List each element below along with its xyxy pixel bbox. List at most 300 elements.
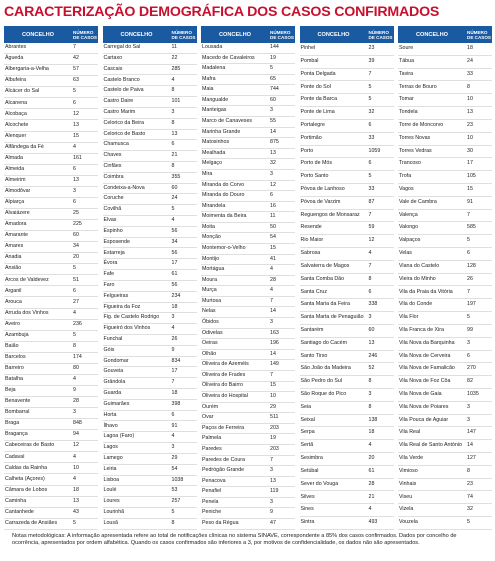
case-count: 355 — [171, 173, 181, 180]
concelho-name: Tábua — [399, 57, 415, 64]
table-row — [4, 452, 98, 463]
table-row — [201, 456, 295, 467]
table-row — [103, 476, 197, 487]
table-row — [398, 248, 492, 261]
case-count: 54 — [270, 234, 276, 241]
case-count: 10 — [467, 134, 473, 141]
table-row — [300, 158, 394, 171]
concelho-name: Pedrógão Grande — [202, 467, 245, 474]
concelho-name: Lamego — [103, 454, 123, 461]
concelho-name: Sever do Vouga — [300, 480, 339, 487]
table-row — [4, 430, 98, 441]
table-row — [103, 151, 197, 162]
table-row — [103, 194, 197, 205]
case-count: 197 — [467, 301, 476, 308]
table-row — [4, 76, 98, 87]
concelho-name: Arouca — [5, 298, 22, 305]
concelho-name: Pinhel — [300, 45, 316, 52]
table-row — [398, 299, 492, 312]
case-count: 5 — [73, 88, 76, 95]
concelho-name: Amarante — [5, 232, 28, 239]
case-count: 13 — [73, 497, 79, 504]
case-count: 5 — [171, 206, 175, 213]
table-row — [398, 402, 492, 415]
concelho-name: Póvoa de Varzim — [300, 198, 341, 205]
concelho-name: Ovar — [202, 414, 214, 421]
concelho-name: Castelo de Paiva — [103, 87, 144, 94]
concelho-name: Braga — [5, 420, 20, 427]
table-row — [300, 171, 394, 184]
concelho-name: Aveiro — [5, 320, 20, 327]
table-row — [103, 367, 197, 378]
case-count: 23 — [368, 45, 375, 52]
concelho-name: Alenquer — [5, 132, 27, 139]
concelho-name: Águeda — [5, 55, 24, 62]
case-count: 6 — [73, 99, 76, 106]
table-row — [398, 69, 492, 82]
table-row — [201, 212, 295, 223]
table-row — [4, 154, 98, 165]
concelho-name: Portimão — [300, 134, 322, 141]
concelho-name: Ponte da Barca — [300, 96, 338, 103]
concelho-name: Baião — [5, 342, 19, 349]
concelho-name: Loures — [103, 498, 120, 505]
concelho-name: Oliveira do Bairro — [202, 382, 243, 389]
table-row — [4, 109, 98, 120]
concelho-name: Palmela — [202, 435, 222, 442]
case-count: 32 — [467, 506, 473, 513]
table-row — [4, 242, 98, 253]
concelho-name: Valongo — [399, 224, 419, 231]
concelho-name: Paços de Ferreira — [202, 424, 245, 431]
table-row — [4, 309, 98, 320]
table-row — [103, 454, 197, 465]
case-count: 17 — [467, 160, 473, 167]
case-count: 7 — [467, 211, 470, 218]
case-count: 11 — [270, 213, 276, 220]
case-count: 94 — [73, 431, 79, 438]
case-count: 875 — [270, 139, 279, 146]
table-row — [4, 342, 98, 353]
case-count: 848 — [73, 420, 82, 427]
case-count: 24 — [467, 57, 473, 64]
case-count: 196 — [270, 340, 279, 347]
concelho-name: Seia — [300, 403, 312, 410]
concelho-name: Castro Daire — [103, 98, 134, 105]
table-row — [4, 497, 98, 508]
case-count: 21 — [171, 152, 178, 159]
table-row — [300, 81, 394, 94]
column-header — [398, 26, 492, 43]
table-row — [103, 519, 197, 530]
concelho-name: Murça — [202, 287, 217, 294]
case-count: 47 — [270, 520, 276, 526]
case-count: 51 — [73, 276, 79, 283]
concelho-name: Sertã — [300, 442, 314, 449]
case-count: 14 — [270, 308, 276, 315]
concelho-name: Resende — [300, 224, 322, 231]
concelho-name: Chaves — [103, 152, 122, 159]
table-row — [201, 128, 295, 139]
case-count: 128 — [467, 262, 476, 269]
case-count: 270 — [467, 365, 476, 372]
case-count: 29 — [270, 403, 276, 410]
table-row — [201, 403, 295, 414]
concelho-name: Mirandela — [202, 202, 226, 209]
concelho-name: Gondomar — [103, 357, 129, 364]
case-count: 6 — [270, 192, 273, 199]
table-row — [103, 119, 197, 130]
table-row — [4, 120, 98, 131]
case-count: 11 — [171, 44, 177, 51]
table-row — [103, 497, 197, 508]
concelho-name: Torre de Moncorvo — [399, 121, 444, 128]
table-row — [103, 378, 197, 389]
concelho-name: Madalena — [202, 65, 226, 72]
case-count: 24 — [171, 195, 178, 202]
table-row — [201, 276, 295, 287]
concelho-name: Barcelos — [5, 353, 26, 360]
table-row — [103, 421, 197, 432]
table-row — [103, 324, 197, 335]
concelho-name: Esposende — [103, 238, 131, 245]
concelho-name: São Pedro do Sul — [300, 378, 343, 385]
concelho-name: Guimarães — [103, 400, 130, 407]
table-row — [398, 376, 492, 389]
case-count: 147 — [467, 429, 476, 436]
concelho-name: Sintra — [300, 519, 315, 526]
case-count: 14 — [270, 350, 276, 357]
table-row — [300, 261, 394, 274]
table-column-4 — [300, 26, 394, 530]
case-count: 4 — [73, 475, 76, 482]
case-count: 50 — [270, 223, 276, 230]
concelho-name: Mira — [202, 170, 213, 177]
case-count: 149 — [270, 361, 279, 368]
case-count: 5 — [467, 237, 470, 244]
table-row — [4, 474, 98, 485]
table-row — [398, 197, 492, 210]
table-row — [201, 487, 295, 498]
concelho-name: Setúbal — [300, 467, 319, 474]
case-count: 161 — [73, 154, 82, 161]
case-count: 5 — [171, 509, 175, 516]
case-count: 7 — [368, 211, 372, 218]
case-count: 3 — [73, 409, 76, 416]
table-column-5 — [398, 26, 492, 530]
table-row — [201, 202, 295, 213]
table-row — [103, 205, 197, 216]
concelho-name: Lousada — [202, 43, 223, 50]
concelho-name: Sabrosa — [300, 250, 321, 257]
case-count: 5 — [270, 65, 273, 72]
concelho-name: Carregal do Sal — [103, 44, 141, 51]
table-row — [300, 389, 394, 402]
case-count: 257 — [171, 498, 181, 505]
case-count: 12 — [73, 110, 79, 117]
table-row — [398, 389, 492, 402]
table-row — [300, 274, 394, 287]
case-count: 163 — [270, 329, 279, 336]
concelho-name: Arganil — [5, 287, 22, 294]
table-row — [201, 498, 295, 509]
case-count: 17 — [171, 368, 178, 375]
table-row — [300, 235, 394, 248]
table-row — [103, 65, 197, 76]
table-row — [398, 415, 492, 428]
concelho-name: Abrantes — [5, 44, 27, 51]
case-count: 4 — [368, 442, 372, 449]
concelho-name: Cabeceiras de Basto — [5, 442, 55, 449]
table-row — [4, 297, 98, 308]
cases-header: NÚMERO DE CASOS — [73, 29, 97, 40]
case-count: 8 — [467, 467, 470, 474]
concelho-name: Porto de Mós — [300, 160, 333, 167]
concelho-name: Penacova — [202, 477, 226, 484]
table-row — [201, 424, 295, 435]
concelho-name: Vila Franca de Xira — [399, 326, 444, 333]
table-row — [398, 222, 492, 235]
table-row — [103, 97, 197, 108]
table-row — [300, 402, 394, 415]
table-row — [201, 106, 295, 117]
case-count: 14 — [467, 442, 473, 449]
table-row — [201, 265, 295, 276]
case-count: 33 — [368, 186, 375, 193]
concelho-name: Câmara de Lobos — [5, 486, 48, 493]
case-count: 105 — [467, 173, 476, 180]
case-count: 60 — [270, 96, 276, 103]
table-row — [201, 159, 295, 170]
cases-header: NÚMERO DE CASOS — [368, 29, 393, 40]
table-row — [300, 107, 394, 120]
concelho-name: Vila Verde — [399, 455, 424, 462]
case-count: 4 — [171, 433, 175, 440]
concelho-header: CONCELHO — [218, 31, 251, 38]
case-count: 3 — [73, 188, 76, 195]
table-row — [300, 210, 394, 223]
case-count: 3 — [171, 314, 175, 321]
table-row — [4, 143, 98, 154]
concelho-name: Rio Maior — [300, 237, 324, 244]
table-row — [103, 400, 197, 411]
table-row — [201, 75, 295, 86]
concelho-name: Guarda — [103, 390, 122, 397]
case-count: 12 — [270, 181, 276, 188]
concelho-name: Santa Comba Dão — [300, 275, 345, 282]
case-count: 8 — [467, 83, 470, 90]
table-row — [201, 244, 295, 255]
case-count: 585 — [467, 224, 476, 231]
case-count: 834 — [171, 357, 181, 364]
concelho-name: Cartaxo — [103, 54, 123, 61]
table-row — [201, 350, 295, 361]
table-row — [103, 346, 197, 357]
concelho-name: Maia — [202, 86, 214, 93]
concelho-name: Almeida — [5, 165, 25, 172]
concelho-name: Seixal — [300, 416, 315, 423]
case-count: 16 — [270, 202, 276, 209]
case-count: 5 — [368, 173, 372, 180]
table-row — [398, 363, 492, 376]
case-count: 61 — [368, 467, 375, 474]
case-count: 234 — [171, 292, 181, 299]
concelho-name: Vila da Praia da Vitória — [399, 288, 453, 295]
table-row — [4, 364, 98, 375]
concelho-name: Moita — [202, 223, 215, 230]
table-row — [103, 162, 197, 173]
case-count: 43 — [73, 508, 79, 515]
case-count: 13 — [467, 109, 473, 116]
table-row — [4, 132, 98, 143]
concelho-name: Vila Flor — [399, 314, 419, 321]
table-row — [4, 519, 98, 530]
case-count: 5 — [467, 314, 470, 321]
table-row — [103, 54, 197, 65]
concelho-name: Olhão — [202, 350, 217, 357]
table-row — [4, 264, 98, 275]
table-row — [103, 335, 197, 346]
table-row — [201, 170, 295, 181]
case-count: 8 — [171, 119, 175, 126]
page-title: CARACTERIZAÇÃO DEMOGRÁFICA DOS CASOS CONFIRMADOS — [4, 4, 440, 20]
concelho-name: Caminha — [5, 497, 27, 504]
case-count: 3 — [467, 339, 470, 346]
table-row — [300, 197, 394, 210]
table-row — [103, 259, 197, 270]
concelho-name: Salvaterra de Magos — [300, 262, 350, 269]
case-count: 9 — [73, 387, 76, 394]
concelho-name: Trancoso — [399, 160, 421, 167]
table-row — [201, 307, 295, 318]
case-count: 7 — [368, 262, 372, 269]
concelho-name: Almeirim — [5, 176, 26, 183]
concelho-name: Serpa — [300, 429, 315, 436]
table-row — [4, 386, 98, 397]
table-row — [4, 98, 98, 109]
case-count: 8 — [368, 378, 372, 385]
table-row — [300, 43, 394, 56]
concelho-name: Oeiras — [202, 340, 218, 347]
concelho-name: Penafiel — [202, 488, 222, 495]
table-row — [300, 299, 394, 312]
case-count: 3 — [270, 467, 273, 474]
table-row — [201, 329, 295, 340]
concelho-name: Celorico da Beira — [103, 119, 145, 126]
concelho-name: Celorico de Basto — [103, 130, 146, 137]
table-row — [398, 81, 492, 94]
table-row — [201, 519, 295, 530]
table-row — [201, 233, 295, 244]
concelho-name: Vila Pouca de Aguiar — [399, 416, 449, 423]
table-row — [103, 173, 197, 184]
table-row — [300, 312, 394, 325]
case-count: 119 — [270, 488, 279, 495]
concelho-name: Marinha Grande — [202, 128, 241, 135]
table-row — [4, 253, 98, 264]
case-count: 8 — [368, 275, 372, 282]
case-count: 56 — [171, 249, 178, 256]
concelho-name: Almada — [5, 154, 23, 161]
concelho-name: Cadaval — [5, 453, 25, 460]
table-row — [4, 275, 98, 286]
table-row — [398, 286, 492, 299]
case-count: 19 — [270, 54, 276, 61]
case-count: 13 — [368, 339, 375, 346]
table-row — [398, 94, 492, 107]
table-row — [201, 255, 295, 266]
case-count: 34 — [171, 238, 178, 245]
case-count: 4 — [73, 376, 76, 383]
concelho-name: Lousã — [103, 519, 118, 526]
concelhos-table — [4, 26, 492, 530]
concelho-name: Manteigas — [202, 107, 227, 114]
table-row — [398, 312, 492, 325]
concelho-name: Porto Santo — [300, 173, 329, 180]
case-count: 4 — [73, 453, 76, 460]
case-count: 60 — [73, 232, 79, 239]
table-row — [103, 227, 197, 238]
concelho-header: CONCELHO — [415, 31, 448, 38]
table-row — [4, 231, 98, 242]
case-count: 138 — [368, 416, 378, 423]
table-row — [300, 222, 394, 235]
case-count: 3 — [171, 444, 175, 451]
concelho-name: Alcácer do Sal — [5, 88, 40, 95]
case-count: 56 — [171, 227, 178, 234]
concelho-name: Lagos — [103, 444, 118, 451]
table-row — [103, 216, 197, 227]
case-count: 13 — [73, 176, 79, 183]
concelho-header: CONCELHO — [317, 31, 350, 38]
concelho-name: Funchal — [103, 336, 123, 343]
case-count: 5 — [368, 83, 372, 90]
case-count: 6 — [171, 141, 175, 148]
concelho-name: Vinhais — [399, 480, 417, 487]
concelho-name: Vila Nova da Barquinha — [399, 339, 455, 346]
case-count: 8 — [368, 403, 372, 410]
case-count: 10 — [73, 464, 79, 471]
case-count: 53 — [171, 487, 178, 494]
concelho-name: Barreiro — [5, 365, 24, 372]
table-row — [103, 86, 197, 97]
concelho-name: Ílhavo — [103, 422, 118, 429]
concelho-name: Albufeira — [5, 77, 26, 84]
case-count: 60 — [171, 184, 178, 191]
concelho-name: Lourinhã — [103, 509, 125, 516]
case-count: 13 — [270, 149, 276, 156]
case-count: 32 — [270, 160, 276, 167]
table-column-1 — [4, 26, 98, 530]
case-count: 3 — [270, 170, 273, 177]
case-count: 4 — [171, 76, 175, 83]
concelho-name: Macedo de Cavaleiros — [202, 54, 255, 61]
case-count: 6 — [368, 160, 372, 167]
concelho-name: Ansião — [5, 265, 22, 272]
concelho-name: Vila Nova de Foz Côa — [399, 378, 451, 385]
concelho-name: Reguengos de Monsaraz — [300, 211, 360, 218]
case-count: 246 — [368, 352, 378, 359]
concelho-name: Alfândega da Fé — [5, 143, 44, 150]
case-count: 13 — [171, 130, 178, 137]
concelho-name: Marco de Canaveses — [202, 118, 253, 125]
concelho-name: Carrazeda de Ansiães — [5, 519, 58, 526]
table-row — [201, 297, 295, 308]
concelho-name: Soure — [399, 45, 414, 52]
table-row — [398, 427, 492, 440]
concelho-name: Trofa — [399, 173, 412, 180]
table-row — [103, 43, 197, 54]
